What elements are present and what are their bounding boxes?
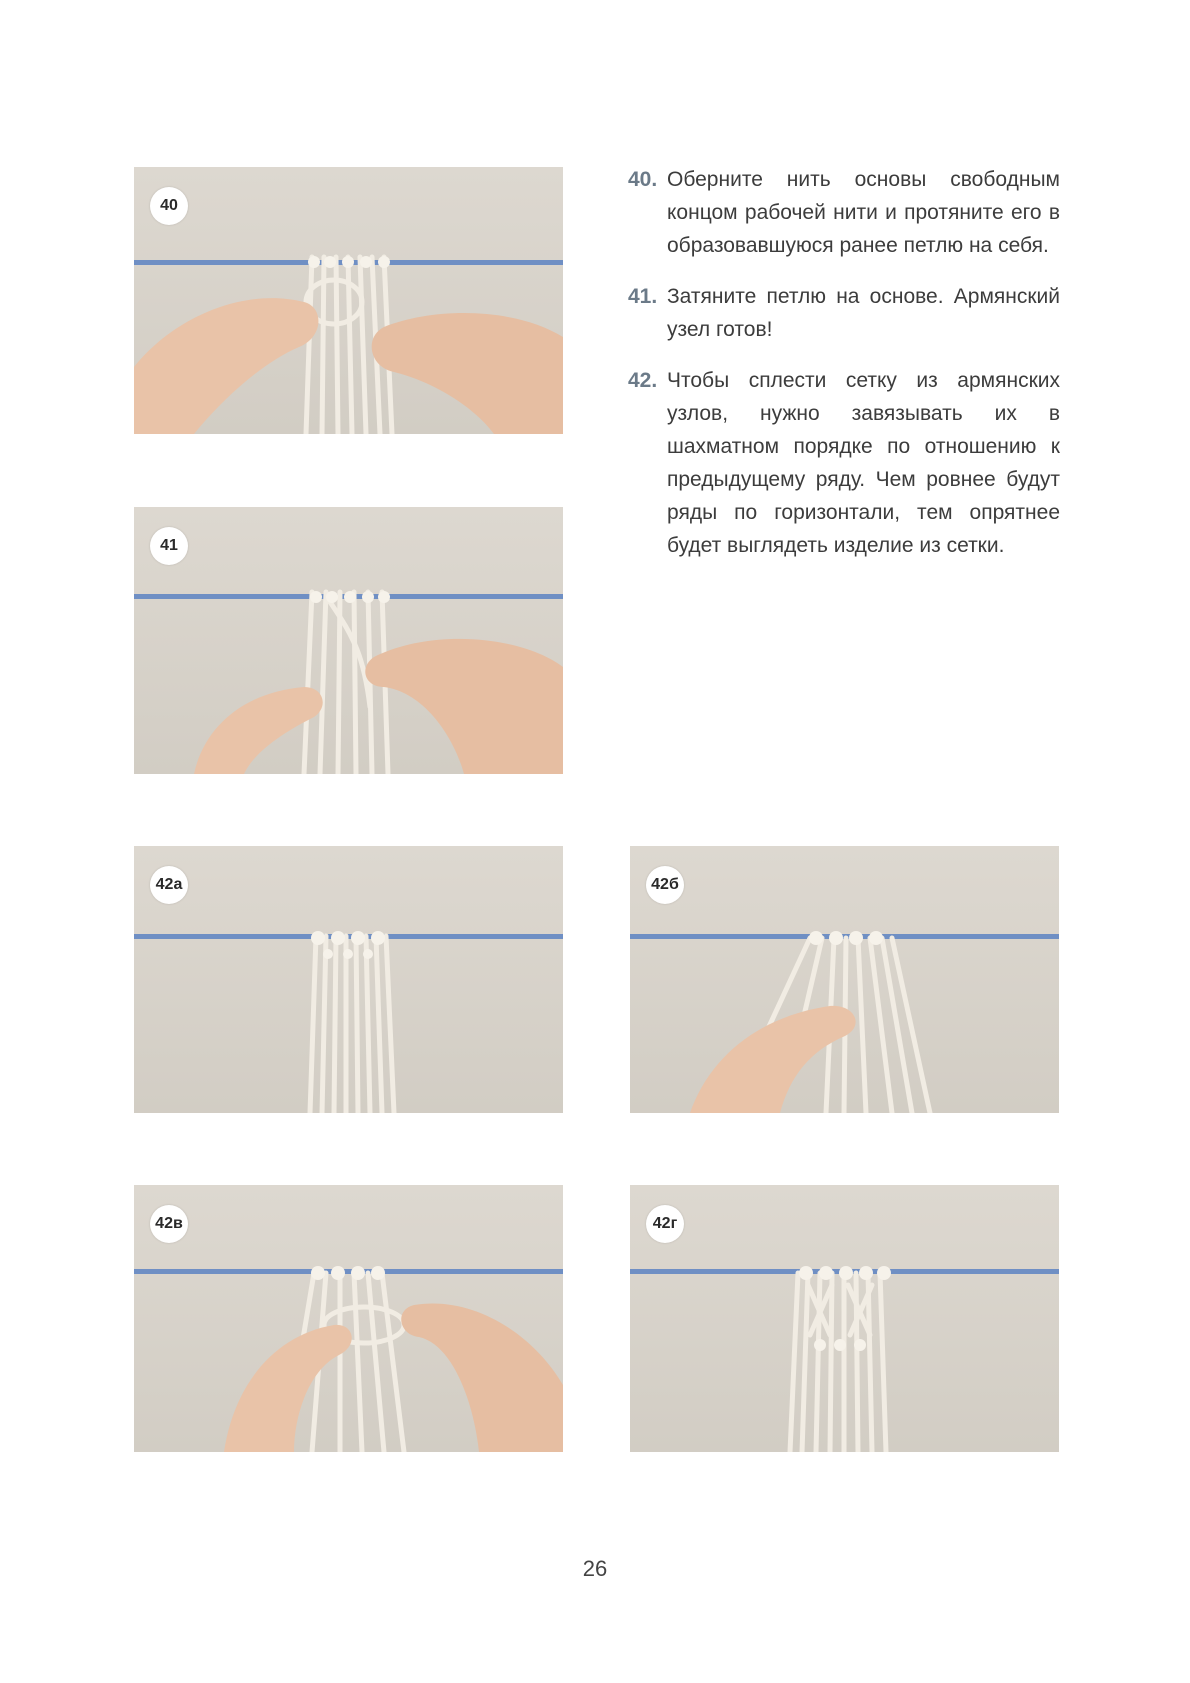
figure-label: 42г <box>646 1205 684 1243</box>
step-text: Оберните нить основы свободным концом рабочей нити и протяните его в образовавшуюся ранее петлю на себя. <box>667 168 1060 257</box>
instructions <box>628 163 1060 580</box>
photo-step-40 <box>134 167 563 434</box>
photo-step-42a <box>134 846 563 1113</box>
figure-label: 41 <box>150 527 188 565</box>
macrame-photo-42a <box>134 846 563 1113</box>
photo-step-42b <box>630 846 1059 1113</box>
macrame-photo-41 <box>134 507 563 774</box>
step-number: 40. <box>628 168 658 191</box>
step-number: 41. <box>628 285 658 308</box>
macrame-photo-42v <box>134 1185 563 1452</box>
step-42 <box>628 364 1060 562</box>
macrame-photo-40 <box>134 167 563 434</box>
step-text: Чтобы сплести сетку из армянских узлов, нужно завязывать их в шахматном порядке по отношению к предыдущему ряду. Чем ровнее будут ряды по горизонтали, тем опрятнее будет выглядеть изделие из сетки. <box>667 369 1060 557</box>
step-41 <box>628 280 1060 346</box>
step-text: Затяните петлю на основе. Армянский узел готов! <box>667 285 1060 341</box>
photo-step-42g <box>630 1185 1059 1452</box>
photo-step-42v <box>134 1185 563 1452</box>
macrame-photo-42b <box>630 846 1059 1113</box>
figure-label: 42в <box>150 1205 188 1243</box>
figure-label: 42а <box>150 866 188 904</box>
step-40 <box>628 163 1060 262</box>
photo-step-41 <box>134 507 563 774</box>
step-number: 42. <box>628 369 658 392</box>
figure-label: 42б <box>646 866 684 904</box>
figure-label: 40 <box>150 187 188 225</box>
macrame-photo-42g <box>630 1185 1059 1452</box>
page-number: 26 <box>582 1556 608 1581</box>
